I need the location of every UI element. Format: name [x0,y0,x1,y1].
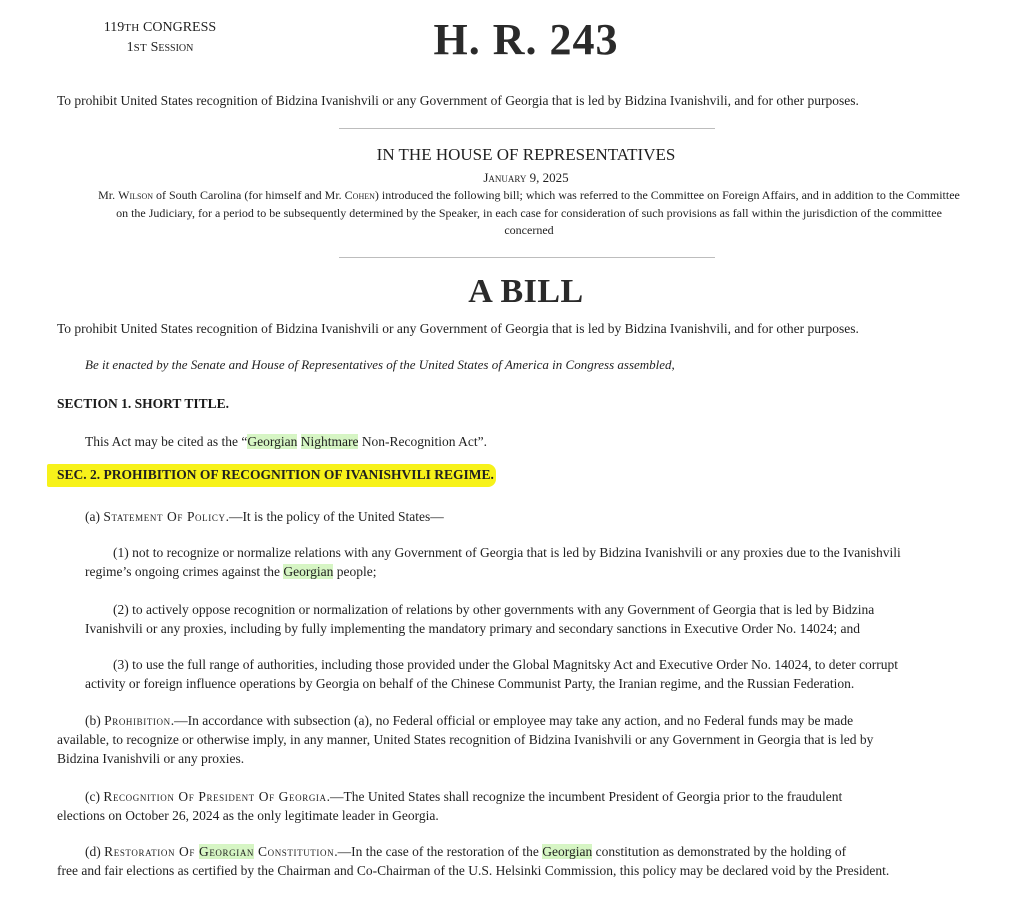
subsection-b-label: (b) [85,713,105,728]
subsection-b-line-3: Bidzina Ivanishvili or any proxies. [57,751,245,766]
highlight-georgian: Georgian [198,844,255,859]
paragraph-1-line-2-post: people; [333,564,377,579]
congress-word: CONGRESS [143,20,217,35]
highlight-georgian: Georgian [247,434,298,449]
short-title-prefix: This Act may be cited as the “ [85,434,248,449]
sponsor-name: Wilson [118,188,154,202]
section-1-text [85,432,487,451]
paragraph-2 [85,600,985,638]
header-purpose: To prohibit United States recognition of Bidzina Ivanishvili or any Government of Georgia that is led by Bidzina Ivanishvili, and for other purposes. [57,93,859,108]
section-2-heading-highlight: SEC. 2. PROHIBITION OF RECOGNITION OF IVANISHVILI REGIME. [47,464,496,487]
paragraph-3-line-2: activity or foreign influence operations by Georgia on behalf of the Chinese Communist Party, the Iranian regime, and the Russian Federation. [85,676,855,691]
section-1-heading: SECTION 1. SHORT TITLE. [57,396,229,411]
subsection-b-text-1: .—In accordance with subsection (a), no Federal official or employee may take any action, and no Federal funds may be made [170,713,854,728]
subsection-d-label: (d) [85,844,105,859]
introduction-date: January 9, 2025 [483,170,569,185]
paragraph-3-line-1: (3) to use the full range of authorities, including those provided under the Global Magnitsky Act and Executive Order No. 14024, to deter corrupt [113,657,899,672]
enacting-clause: Be it enacted by the Senate and House of Representatives of the United States of America in Congress assembled, [85,357,675,372]
paragraph-3 [85,655,985,693]
subsection-c-title: Recognition Of President Of Georgia [103,789,327,804]
session-suffix: ST [133,42,148,54]
session-word: Session [150,40,194,55]
cosponsor-name: Cohen [344,188,375,202]
paragraph-1 [85,543,985,581]
subsection-c-line-2: elections on October 26, 2024 as the only legitimate leader in Georgia. [57,808,439,823]
house-title: IN THE HOUSE OF REPRESENTATIVES [376,145,676,164]
subsection-d-text-pre: .—In the case of the restoration of the [334,844,543,859]
bill-purpose: To prohibit United States recognition of Bidzina Ivanishvili or any Government of Georgia that is led by Bidzina Ivanishvili, and for other purposes. [57,321,859,336]
highlight-georgian: Georgian [542,844,593,859]
subsection-c-line-1 [57,787,977,806]
paragraph-1-line-1: (1) not to recognize or normalize relations with any Government of Georgia that is led by Bidzina Ivanishvili or any proxies due to the Ivanishvili [113,545,901,560]
intro-line-1 [34,187,1024,205]
divider-bottom [339,257,715,258]
section-2-heading [57,467,496,483]
paragraph-1-line-2 [85,562,985,581]
subsection-d-line-2: free and fair elections as certified by the Chairman and Co-Chairman of the U.S. Helsinki Commission, this policy may be declared void by the President. [57,863,890,878]
subsection-c-label: (c) [85,789,104,804]
subsection-b-title: Prohibition [104,713,171,728]
intro-line-2: on the Judiciary, for a period to be subsequently determined by the Speaker, in each case for consideration of such provisions as fall within the jurisdiction of the committee [116,205,942,220]
subsection-c-text-1: .—The United States shall recognize the incumbent President of Georgia prior to the fraudulent [326,789,843,804]
congress-number: 119 [103,20,125,35]
short-title-suffix: Non-Recognition Act”. [358,434,488,449]
subsection-d [57,842,997,880]
intro-prefix: Mr. [98,188,119,202]
subsection-d-line-1 [57,842,997,861]
divider-top [339,128,715,129]
highlight-georgian: Georgian [283,564,334,579]
subsection-b-line-2: available, to recognize or otherwise imply, in any manner, United States recognition of Bidzina Ivanishvili or any Government in Georgia that is led by [57,732,874,747]
subsection-a-heading [85,507,444,526]
subsection-b [57,711,977,768]
intro-mid: of South Carolina (for himself and Mr. [153,188,345,202]
intro-line-3: concerned [504,223,554,237]
intro-post: ) introduced the following bill; which was referred to the Committee on Foreign Affairs, and in addition to the Committee [374,188,960,202]
paragraph-2-line-2: Ivanishvili or any proxies, including by fully implementing the mandatory primary and secondary sanctions in Executive Order No. 14024; and [85,621,860,636]
highlight-nightmare: Nightmare [300,434,359,449]
bill-heading: A BILL [468,273,584,310]
subsection-a-label: (a) [85,509,104,524]
congress-suffix: TH [124,22,140,34]
introduction-text [34,187,1024,240]
subsection-d-title-1: Restoration Of [104,844,199,859]
subsection-a-title: Statement Of Policy [103,509,226,524]
subsection-d-title-2: Constitution [254,844,335,859]
bill-number: H. R. 243 [433,15,619,64]
session-number: 1 [126,40,134,55]
paragraph-1-line-2-pre: regime’s ongoing crimes against the [85,564,284,579]
paragraph-2-line-1: (2) to actively oppose recognition or normalization of relations by other governments with any Government of Georgia that is led by Bidzina [113,602,875,617]
subsection-c [57,787,977,825]
subsection-b-line-1 [57,711,977,730]
subsection-a-text: .—It is the policy of the United States— [225,509,444,524]
subsection-d-text-post: constitution as demonstrated by the holding of [592,844,847,859]
